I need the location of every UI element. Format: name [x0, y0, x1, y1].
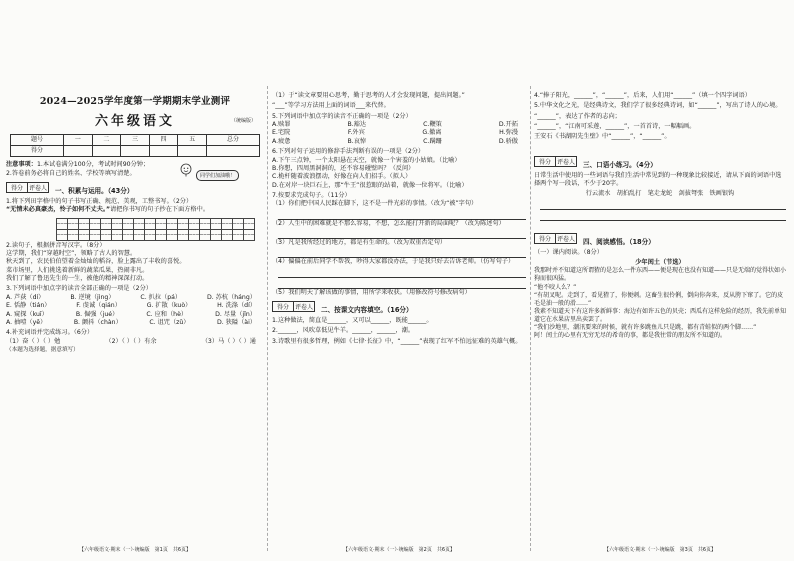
section-title: 三、口语小练习。（4分）	[583, 160, 657, 169]
answer-line[interactable]	[540, 201, 786, 210]
reading-paragraph: 我素不知道天下有这许多新鲜事：海边有如许五色的贝壳；西瓜有这样危险的经历，我先前单知道它在水果店里出卖罢了。	[534, 307, 787, 323]
question-text: 3.诗歌里有很多哲理，例如《七律·长征》中，“______”表现了红军不怕远征难的英雄气概。	[272, 337, 522, 345]
grader-box	[534, 233, 577, 244]
grader-score-label: 得分	[7, 183, 28, 192]
grader-reviewer-label: 评卷人	[294, 304, 313, 312]
question-text: （4）偏偏在前后同学不帮我，吵得大家都没办法，于是我只好去告诉老师。（仿写句子）	[272, 258, 515, 266]
question-text: 菜市场里，人们挑选着新鲜的蔬菜瓜果，热闹非凡。	[6, 266, 149, 274]
grader-box	[272, 301, 315, 312]
question-text: 3.下列词语中加点字的读音全部正确的一项是（2分）	[6, 285, 152, 293]
option: C. 扒拉（pá）	[140, 293, 182, 301]
fill-blank[interactable]: （1）奋（ ）（ ）勉	[6, 337, 61, 345]
option: D. 尽量（jǐn）	[215, 310, 256, 318]
section-header	[272, 301, 526, 315]
option: D. 苏杭（háng）	[206, 293, 256, 301]
question-text: “______”，“江南可采莲，______”，一首首诗，一幅幅画。	[534, 123, 696, 131]
option: D.开拓	[498, 121, 518, 129]
question-6	[272, 148, 526, 190]
question-text: 请把你书写的句子抄在下面方格中。	[110, 206, 210, 214]
grader-box	[534, 156, 577, 167]
option: C. 诅咒（zǔ）	[149, 318, 190, 326]
section-title: 二、按课文内容填空。（16分）	[321, 306, 413, 315]
exam-year-title: 2024—2025学年度第一学期期末学业测评	[39, 96, 231, 107]
column-divider	[267, 86, 268, 551]
question-text: 2.______，风吹草低见牛羊。______，______，潮。	[272, 327, 415, 335]
notice-line: 1.本试卷满分100分，考试时间90分钟；	[36, 161, 150, 169]
question-3	[6, 285, 264, 327]
question-text: （1）于“读文章要用心思考，勤于思考的人才会发现问题，提出问题。”	[272, 92, 465, 99]
option: B. 逆境（jìng）	[70, 293, 115, 301]
score-table	[10, 134, 260, 157]
grader-reviewer-label: 评卷人	[556, 235, 575, 243]
column-page-2	[272, 90, 526, 346]
mascot-icon	[180, 163, 192, 177]
score-cell[interactable]	[149, 146, 178, 157]
question-7	[272, 192, 526, 297]
question-text: （2）人生中的困难就是不那么容易，不想，怎么能打开新的局面呢？（改为陈述句）	[272, 219, 505, 227]
question-text: 我们了解了鲁迅先生的一生，被他的精神深深打动。	[6, 275, 149, 283]
grid-row	[56, 218, 264, 229]
score-header: 二	[92, 135, 121, 146]
column-page-1	[6, 74, 264, 355]
question-text: 这学期，我们“穿越时空”，领略了古人的智慧。	[6, 250, 137, 258]
section-header	[6, 182, 264, 196]
option: A.疲惫	[272, 137, 291, 145]
word-list: 行云流水 胡拍乱打 笔走龙蛇 剑拔弩张 铁画银钩	[585, 190, 735, 198]
writing-grid[interactable]	[56, 218, 264, 240]
grid-row	[56, 229, 264, 240]
grader-score-label: 得分	[273, 302, 294, 311]
section-title: 四、阅读感悟。（18分）	[583, 237, 655, 246]
option: C.鞭策	[423, 121, 442, 129]
notice-line: 2.答卷前务必将自己的姓名、学校等填写清楚。	[6, 169, 136, 177]
option: C. 应和（hè）	[146, 310, 188, 318]
reading-paragraph: “我们沙地里，潮汛要来的时候，就有许多跳鱼儿只是跳，都有青蛙似的两个脚……”	[534, 324, 757, 332]
answer-line[interactable]	[540, 212, 786, 221]
section-header	[534, 233, 786, 247]
notice-label: 注意事项：	[6, 161, 37, 169]
subsection-title: （一）课内阅读。（8分）	[534, 248, 603, 256]
option: B.豁达	[347, 121, 367, 129]
page-footer: 【六年级语文·期末（一）·统编版 第3页 共6页】	[603, 547, 717, 553]
question-text: （1）你们把中国人民踩在脚下，这不是一件光彩的事情。（改为“被”字句）	[272, 200, 478, 208]
option: D. 狭隘（ài）	[217, 318, 256, 326]
question-text: （3）凡是我所经过的地方，都是有生命的。（改为双重否定句）	[272, 239, 447, 247]
answer-line[interactable]	[278, 269, 526, 278]
reading-passage	[534, 267, 786, 340]
question-text: 4.“捧子阳光，______”，“______”，后来，人们用“______”（填一个四字词语）	[534, 92, 751, 99]
question-text: （5）我们明天了解该做的事情，用所学来收获。（用修改符号修改病句）	[272, 288, 471, 296]
question-text: 5.下列词语中加点字的读音不正确的一项是（2分）	[272, 112, 412, 120]
score-cell[interactable]	[64, 146, 93, 157]
question-quote: “无情未必真豪杰，怜子如何不丈夫。”	[6, 206, 111, 214]
question-5	[272, 113, 526, 146]
section-title: 一、积累与运用。（43分）	[55, 187, 134, 196]
subject-title: 六年级语文	[94, 113, 175, 129]
page-footer: 【六年级语文·期末（一）·统编版 第2页 共6页】	[342, 547, 456, 553]
score-header: 三	[121, 135, 150, 146]
option: D.在对岸一块巨石上，那“牛王”很惹眼的站着，就像一位将军。（比喻）	[272, 181, 468, 189]
score-header: 四	[149, 135, 178, 146]
column-divider	[530, 86, 531, 551]
grader-reviewer-label: 评卷人	[556, 158, 575, 166]
question-text: 7.按要求完成句子。（11分）	[272, 191, 351, 199]
question-text: 日常生活中使用的一些词语与我们生活中常见到的一种现象比较接近，请从下面的词语中选择两个写一段话，不少于20字。	[534, 171, 782, 188]
fill-blank[interactable]: （2）（ ）（ ）有余	[105, 337, 157, 345]
option: B.哀悼	[347, 137, 367, 145]
option: D.骄傲	[498, 137, 518, 145]
option: F.外宾	[347, 129, 365, 137]
answer-line[interactable]	[278, 230, 526, 239]
option: G.撤离	[422, 129, 442, 137]
reading-paragraph: “他不咬人么？”	[534, 283, 577, 291]
option: C.桅杆随着波浪摆动，好像在向人们招手。（拟人）	[272, 173, 412, 181]
option: F. 虔诚（qián）	[76, 302, 121, 310]
answer-line[interactable]	[278, 211, 526, 220]
score-header: 一	[64, 135, 93, 146]
grid-cell[interactable]	[243, 229, 255, 241]
question-note: （本题为选择题，据意填写）	[6, 347, 79, 353]
score-header: 总分	[206, 135, 259, 146]
question-text: 1.将下列田字格中的句子书写正确、规范、美观，工整书写。（2分）	[6, 197, 193, 205]
score-header: 题号	[11, 135, 64, 146]
question-text: 1.这种做法，简直是______，又可以______，既能______。	[272, 317, 433, 324]
encouragement-badge: 同学们加油哦！	[196, 170, 239, 181]
grader-score-label: 得分	[535, 157, 556, 166]
option: C.蹒跚	[423, 137, 442, 145]
score-header: 五	[178, 135, 207, 146]
reading-paragraph: 我那时并不知道这所谓猹的是怎么一件东西——便是现在也没有知道——只是无端的觉得状如小狗而很凶猛。	[534, 267, 787, 283]
option: B. 倔强（jué）	[75, 310, 119, 318]
score-cell[interactable]	[121, 146, 150, 157]
option: A.赎罪	[272, 121, 291, 129]
fill-blank[interactable]: （3）马（ ）（ ）通	[201, 337, 256, 345]
question-text: “___”等学习方法用上面的词语___来代替。	[272, 102, 390, 110]
option: G. 扩散（kuò）	[146, 302, 192, 310]
question-text: 5.中华文化之光，是经典诗文，我们学了很多经典诗词，如“______”，写出了诗人的心境。	[534, 102, 782, 110]
reading-paragraph: “有胡叉呢。走到了，看见猹了，你便刺。这畜生很伶俐，倒向你奔来，反从胯下窜了。它的皮毛是油一般的滑……”	[534, 291, 784, 307]
option: B. 颤抖（chàn）	[73, 318, 122, 326]
question-text: 2.读句子，根据拼音写汉字。（8分）	[6, 241, 106, 249]
question-2	[6, 242, 264, 284]
option: A. 窥探（kuī）	[6, 310, 48, 318]
column-page-3	[534, 90, 786, 340]
section-header	[534, 156, 786, 170]
option: E. 恬静（tián）	[6, 302, 51, 310]
option: H.弥漫	[499, 129, 518, 137]
option: E.宅院	[272, 129, 291, 137]
score-cell[interactable]	[92, 146, 121, 157]
question-text: “______”，表达了作者的志向；	[534, 112, 621, 120]
option: A. 芦荻（dí）	[6, 293, 45, 301]
question-1	[6, 198, 264, 215]
score-cell[interactable]	[178, 146, 207, 157]
question-text: 4.补充词语并完成练习。（6分）	[6, 329, 94, 337]
question-text: 王安石《书湖阴先生壁》中“______”，“______”。	[534, 133, 671, 141]
option: A.下午三点钟，一个太阳悬在天空，就像一个害羞的小姑娘。（比喻）	[272, 156, 461, 164]
grader-score-label: 得分	[535, 234, 556, 243]
edition-label: （统编版）	[230, 118, 256, 124]
score-cell[interactable]	[206, 146, 259, 157]
score-row-label: 得分	[11, 146, 64, 157]
option: H. 洗涤（dí）	[217, 302, 256, 310]
reading-paragraph: 阿！闰土的心里有无穷无尽的希奇的事，都是我往常的朋友所不知道的。	[534, 332, 727, 340]
question-text: 6.下列对句子运用的修辞手法判断有误的一项是（2分）	[272, 148, 425, 156]
reading-title: 少年闰土（节选）	[635, 259, 685, 267]
option: A. 抽噎（yē）	[6, 318, 47, 326]
answer-line[interactable]	[278, 280, 526, 289]
grader-box	[6, 182, 49, 193]
option: B.你想，四周黑洞洞的，还不容易碰壁吗？（反问）	[272, 164, 415, 172]
question-text: 秋天到了，农民伯伯望着金灿灿的稻谷，脸上露出了丰收的喜悦。	[6, 258, 186, 266]
page-footer: 【六年级语文·期末（一）·统编版 第1页 共6页】	[78, 547, 192, 553]
question-4	[6, 329, 264, 354]
grader-reviewer-label: 评卷人	[28, 185, 47, 193]
